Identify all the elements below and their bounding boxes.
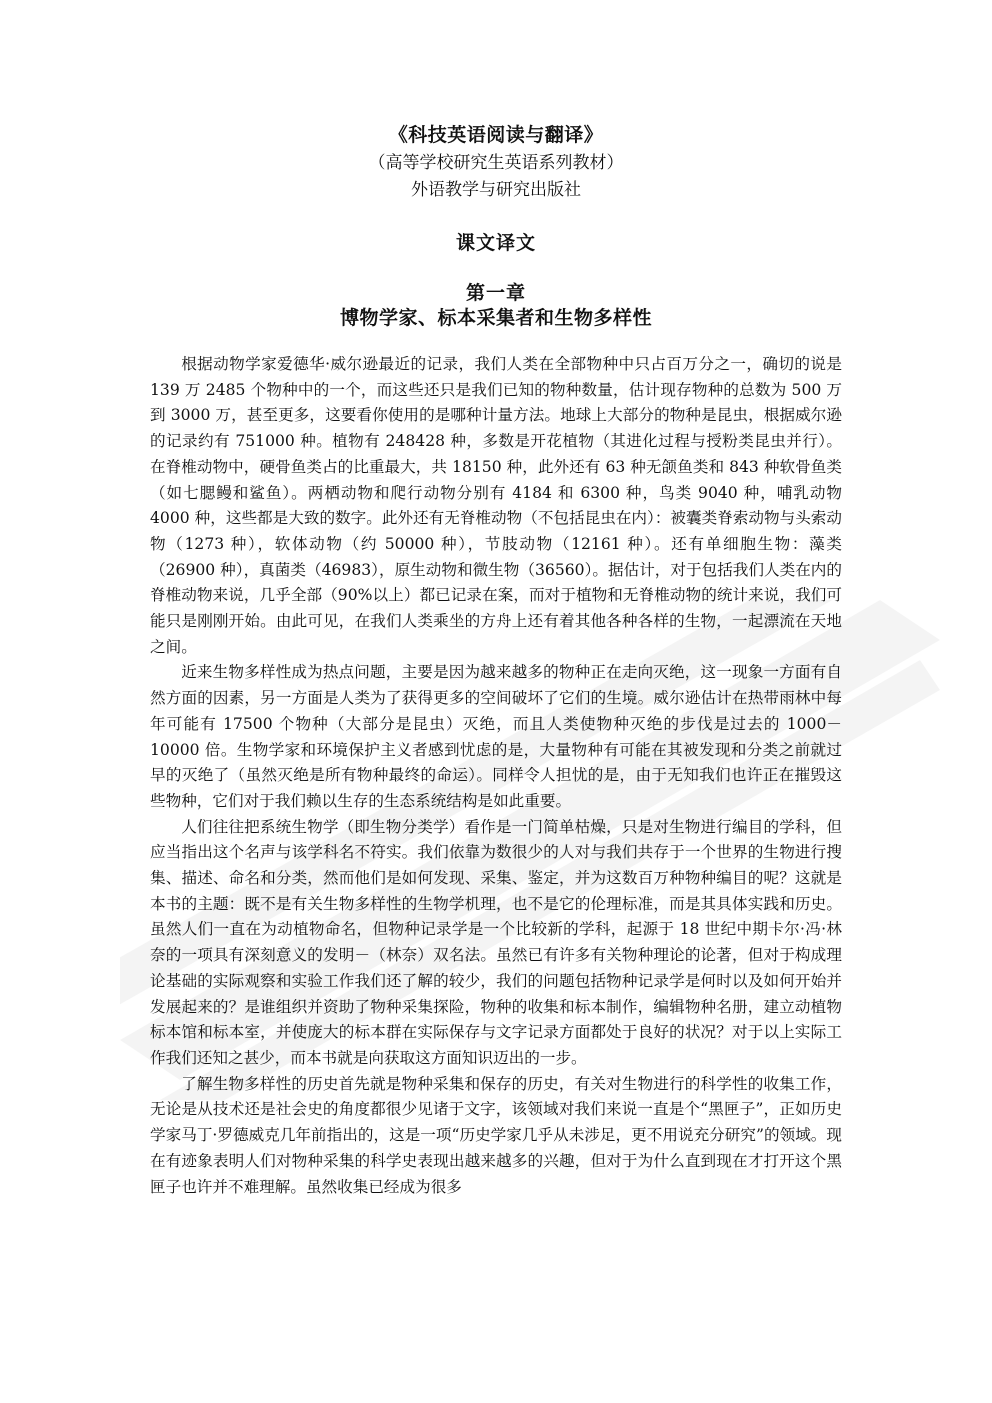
book-title: 《科技英语阅读与翻译》 <box>388 124 604 146</box>
paragraph-3: 人们往往把系统生物学（即生物分类学）看作是一门简单枯燥，只是对生物进行编目的学科，但应当指出这个名声与该学科名不符实。我们依靠为数很少的人对与我们共存于一个世界的生物进行搜集、描述、命名和分类，然而他们是如何发现、采集、鉴定，并为这数百万种物种编目的呢？这就是本书的主题：既不是有关生物多样性的生物学机理，也不是它的伦理标准，而是其具体实践和历史。虽然人们一直在为动植物命名，但物种记录学是一个比较新的学科，起源于 18 世纪中期卡尔·冯·林奈的一项具有深刻意义的发明－（林奈）双名法。虽然已有许多有关物种理论的论著，但对于构成理论基础的实际观察和实验工作我们还了解的较少，我们的问题包括物种记录学是何时以及如何开始并发展起来的？是谁组织并资助了物种采集探险，物种的收集和标本制作，编辑物种名册，建立动植物标本馆和标本室，并使庞大的标本群在实际保存与文字记录方面都处于良好的状况？对于以上实际工作我们还知之甚少，而本书就是向获取这方面知识迈出的一步。 <box>150 817 842 1067</box>
section-heading: 课文译文 <box>455 232 536 254</box>
series-subtitle: （高等学校研究生英语系列教材） <box>368 153 624 173</box>
paragraph-2: 近来生物多样性成为热点问题，主要是因为越来越多的物种正在走向灭绝，这一现象一方面有自然方面的因素，另一方面是人类为了获得更多的空间破坏了它们的生境。威尔逊估计在热带雨林中每年可能有 17500 个物种（大部分是昆虫）灭绝，而且人类使物种灭绝的步伐是过去的 1000－10000 倍。生物学家和环境保护主义者感到忧虑的是，大量物种有可能在其被发现和分类之前就过早的灭绝了（虽然灭绝是所有物种最终的命运）。同样令人担忧的是，由于无知我们也许正在摧毁这些物种，它们对于我们赖以生存的生态系统结构是如此重要。 <box>150 663 842 810</box>
chapter-label: 第一章 <box>465 282 526 304</box>
paragraph-1: 根据动物学家爱德华·威尔逊最近的记录，我们人类在全部物种中只占百万分之一，确切的说是 139 万 2485 个物种中的一个，而这些还只是我们已知的物种数量，估计现存物种的总数为 500 万到 3000 万，甚至更多，这要看你使用的是哪种计量方法。地球上大部分的物种是昆虫，根据威尔逊的记录约有 751000 种。植物有 248428 种，多数是开花植物（其进化过程与授粉类昆虫并行）。在脊椎动物中，硬骨鱼类占的比重最大，共 18150 种，此外还有 63 种无颌鱼类和 843 种软骨鱼类（如七腮鳗和鲨鱼）。两栖动物和爬行动物分别有 4184 和 6300 种，鸟类 9040 种，哺乳动物 4000 种，这些都是大致的数字。此外还有无脊椎动物（不包括昆虫在内）：被囊类脊索动物与头索动物（1273 种），软体动物（约 50000 种），节肢动物（12161 种）。还有单细胞生物：藻类（26900 种），真菌类（46983），原生动物和微生物（36560）。据估计，对于包括我们人类在内的脊椎动物来说，几乎全部（90%以上）都已记录在案，而对于植物和无脊椎动物的统计来说，我们可能只是刚刚开始。由此可见，在我们人类乘坐的方舟上还有着其他各种各样的生物，一起漂流在天地之间。 <box>150 355 842 656</box>
paragraph-4: 了解生物多样性的历史首先就是物种采集和保存的历史，有关对生物进行的科学性的收集工作，无论是从技术还是社会史的角度都很少见诸于文字，该领域对我们来说一直是个“黑匣子”，正如历史学家马丁·罗德威克几年前指出的，这是一项“历史学家几乎从未涉足，更不用说充分研究”的领域。现在有迹象表明人们对物种采集的科学史表现出越来越多的兴趣，但对于为什么直到现在才打开这个黑匣子也许并不难理解。虽然收集已经成为很多 <box>150 1074 842 1196</box>
chapter-title: 博物学家、标本采集者和生物多样性 <box>339 307 652 329</box>
body-text <box>150 352 842 1200</box>
publisher-name: 外语教学与研究出版社 <box>411 180 581 200</box>
